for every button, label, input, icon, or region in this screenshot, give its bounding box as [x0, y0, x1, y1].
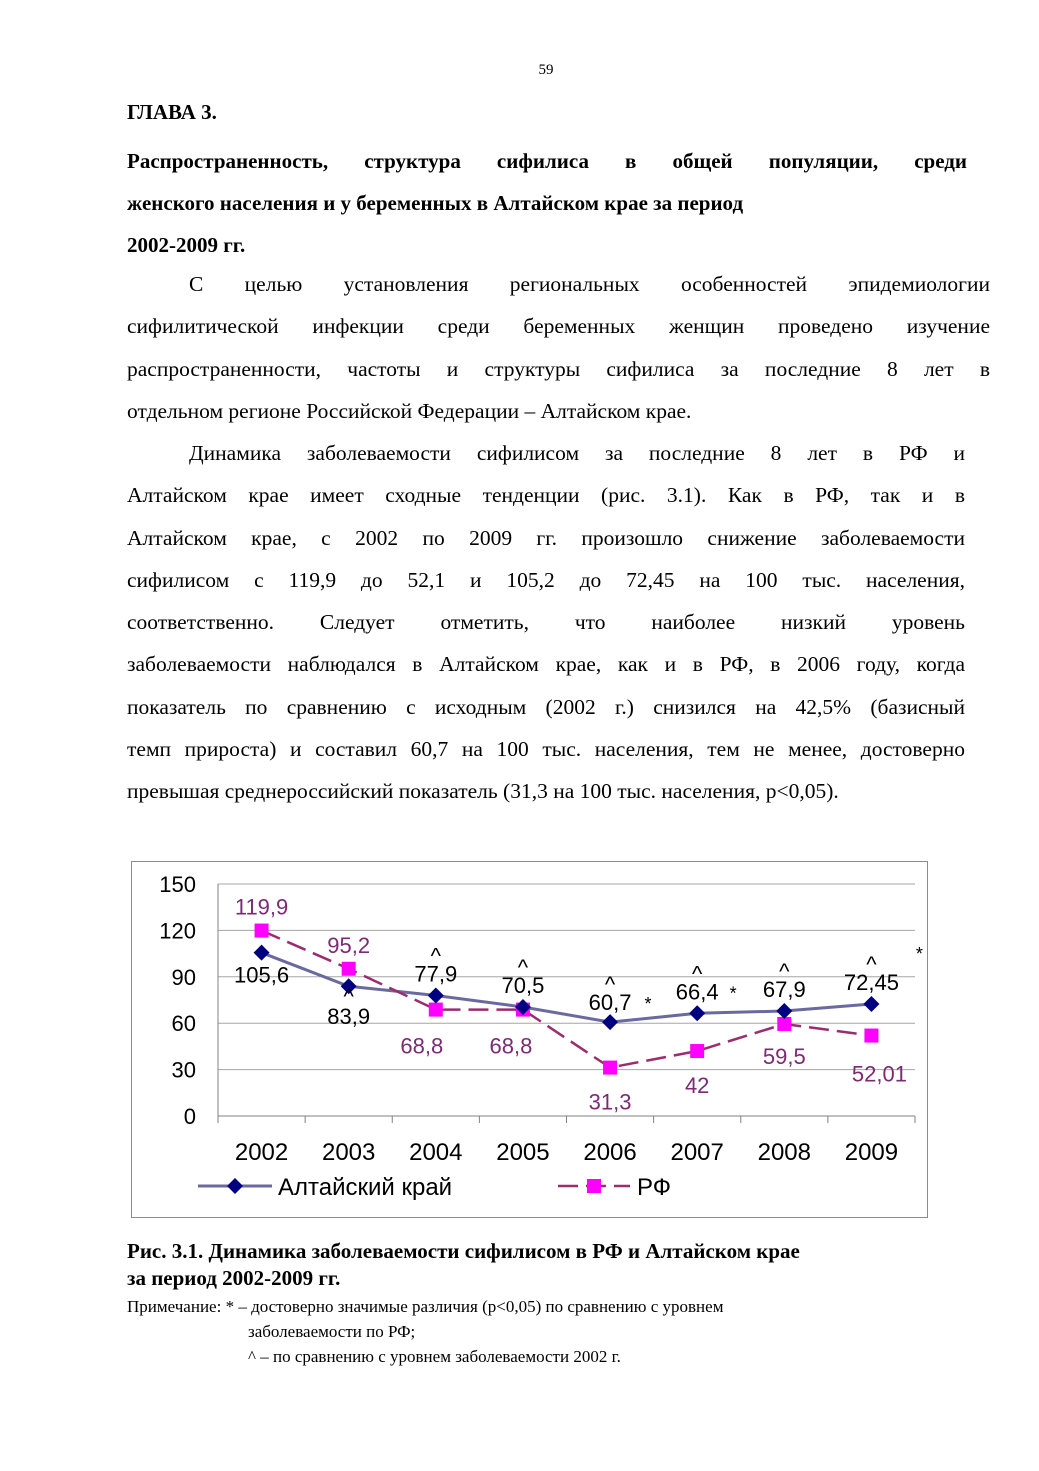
- figure-caption: [127, 1238, 800, 1292]
- paragraph-line: сифилитической инфекции среди беременных женщин проведено изучение: [127, 314, 990, 339]
- y-tick-label: 30: [171, 1057, 196, 1083]
- data-label-altai: 72,45: [843, 969, 899, 995]
- annotation-caret: ^: [692, 961, 703, 987]
- y-tick-label: 120: [159, 918, 196, 944]
- annotation-caret: ^: [517, 954, 529, 980]
- paragraph-line: заболеваемости наблюдался в Алтайском крае, как и в РФ, в 2006 году, когда: [127, 652, 965, 677]
- marker-altai: [602, 1014, 618, 1030]
- legend-label-altai: Алтайский край: [278, 1174, 453, 1201]
- marker-altai: [776, 1003, 792, 1019]
- data-label-altai: 60,7: [588, 990, 632, 1016]
- paragraph-line: распространенности, частоты и структуры сифилиса за последние 8 лет в: [127, 356, 990, 381]
- paragraph-line: превышая среднероссийский показатель (31,3 на 100 тыс. населения, p<0,05).: [127, 779, 839, 804]
- legend-marker-rf: [587, 1179, 601, 1193]
- paragraph-line: соответственно. Следует отметить, что наиболее низкий уровень: [127, 610, 965, 635]
- paragraph-line: темп прироста) и составил 60,7 на 100 тыс. населения, тем не менее, достоверно: [127, 737, 965, 762]
- figure-chart: [131, 861, 928, 1218]
- legend-label-rf: РФ: [637, 1174, 671, 1201]
- paragraph-line: Динамика заболеваемости сифилисом за последние 8 лет в РФ и: [189, 441, 965, 465]
- x-tick-label: 2009: [844, 1139, 899, 1166]
- line-chart: [132, 862, 927, 1217]
- note-line: ^ – по сравнению с уровнем заболеваемости 2002 г.: [248, 1347, 621, 1366]
- x-tick-label: 2002: [234, 1139, 289, 1166]
- section-heading: [127, 140, 967, 266]
- marker-altai: [689, 1005, 705, 1021]
- marker-altai: [254, 945, 270, 961]
- marker-rf: [864, 1029, 878, 1043]
- data-label-altai: 77,9: [414, 961, 458, 987]
- figure-note: [127, 1294, 723, 1369]
- data-label-rf: 52,01: [851, 1061, 907, 1087]
- marker-rf: [603, 1061, 617, 1075]
- paragraph-line: Алтайском крае имеет сходные тенденции (рис. 3.1). Как в РФ, так и в: [127, 483, 965, 508]
- caption-line: Рис. 3.1. Динамика заболеваемости сифилисом в РФ и Алтайском крае: [127, 1239, 800, 1263]
- paragraph-line: сифилисом с 119,9 до 52,1 и 105,2 до 72,45 на 100 тыс. населения,: [127, 567, 965, 592]
- heading-line: Распространенность, структура сифилиса в общей популяции, среди: [127, 149, 967, 173]
- x-tick-label: 2007: [670, 1139, 724, 1166]
- x-tick-label: 2003: [321, 1139, 376, 1166]
- chapter-title: ГЛАВА 3.: [127, 100, 217, 124]
- x-tick-label: 2005: [496, 1139, 550, 1166]
- paragraph-line: показатель по сравнению с исходным (2002 г.) снизился на 42,5% (базисный: [127, 694, 965, 719]
- y-tick-label: 150: [159, 872, 196, 897]
- annotation-star: *: [644, 994, 652, 1015]
- paragraph-dynamics: [127, 432, 965, 813]
- y-tick-label: 90: [171, 964, 196, 990]
- data-label-rf: 68,8: [400, 1033, 444, 1059]
- data-label-altai: 105,6: [234, 962, 290, 988]
- heading-line: женского населения и у беременных в Алтайском крае за период: [127, 191, 744, 215]
- annotation-caret: ^: [866, 951, 877, 977]
- marker-altai: [863, 996, 879, 1012]
- annotation-caret: ^: [604, 972, 616, 998]
- y-tick-label: 60: [171, 1011, 196, 1037]
- annotation-caret: ^: [430, 943, 441, 969]
- data-label-rf: 59,5: [762, 1043, 806, 1069]
- marker-altai: [428, 988, 444, 1004]
- note-line: заболеваемости по РФ;: [248, 1322, 416, 1341]
- data-label-rf: 31,3: [588, 1089, 632, 1115]
- marker-rf: [429, 1003, 443, 1017]
- data-label-rf: 68,8: [489, 1033, 533, 1059]
- caption-line: за период 2002-2009 гг.: [127, 1266, 341, 1290]
- annotation-caret: ^: [343, 984, 354, 1010]
- annotation-caret: ^: [779, 958, 790, 984]
- paragraph-intro: [127, 263, 990, 432]
- data-label-altai: 70,5: [501, 972, 545, 998]
- heading-line: 2002-2009 гг.: [127, 233, 246, 257]
- marker-rf: [255, 924, 269, 938]
- data-label-altai: 67,9: [762, 976, 806, 1002]
- paragraph-line: Алтайском крае, с 2002 по 2009 гг. произошло снижение заболеваемости: [127, 525, 965, 550]
- legend-marker-altai: [227, 1178, 243, 1194]
- data-label-altai: 83,9: [327, 1004, 371, 1030]
- marker-rf: [777, 1017, 791, 1031]
- page-number: 59: [538, 62, 554, 78]
- note-line: Примечание: * – достоверно значимые различия (p<0,05) по сравнению с уровнем: [127, 1297, 724, 1316]
- x-tick-label: 2004: [409, 1139, 463, 1166]
- data-label-rf: 95,2: [327, 932, 371, 958]
- marker-rf: [342, 962, 356, 976]
- paragraph-line: отдельном регионе Российской Федерации – Алтайском крае.: [127, 398, 692, 423]
- data-label-rf: 119,9: [234, 894, 289, 920]
- data-label-rf: 42: [684, 1073, 710, 1099]
- x-tick-label: 2006: [583, 1139, 637, 1166]
- data-label-altai: 66,4: [675, 979, 719, 1005]
- paragraph-line: С целью установления региональных особенностей эпидемиологии: [189, 272, 990, 296]
- annotation-star: *: [729, 983, 737, 1004]
- annotation-star: *: [915, 943, 923, 964]
- x-tick-label: 2008: [757, 1139, 812, 1166]
- marker-rf: [690, 1044, 704, 1058]
- y-tick-label: 0: [183, 1104, 196, 1129]
